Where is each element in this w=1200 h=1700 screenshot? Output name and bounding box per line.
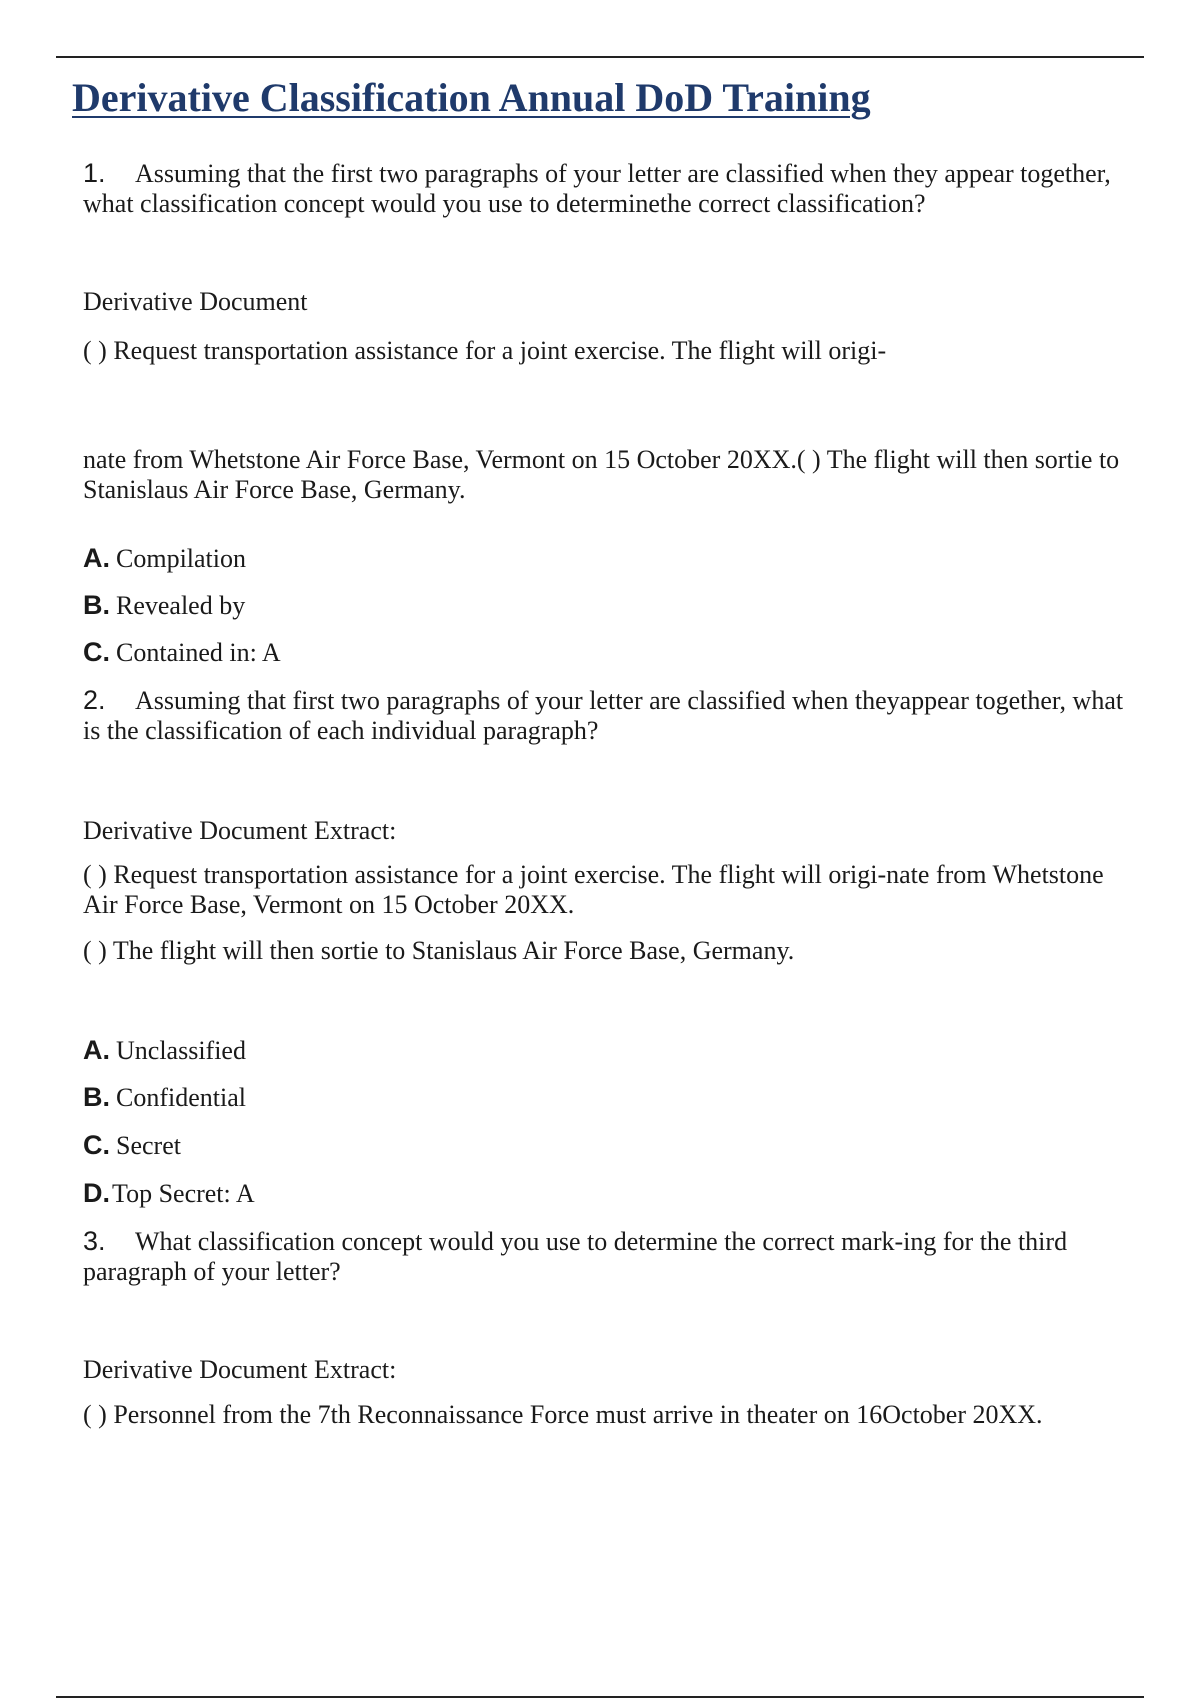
extract-heading: Derivative Document <box>83 287 308 316</box>
question-number: 1. <box>83 158 106 188</box>
answer-option: A. Compilation <box>83 543 246 573</box>
question-3-prompt: 3. What classification concept would you use to determine the correct mark-ing for the third paragraph of your letter? <box>83 1226 1068 1286</box>
answer-option: D.Top Secret: A <box>83 1178 255 1208</box>
extract-paragraph: ( ) Request transportation assistance for a joint exercise. The flight will origi- <box>83 336 887 365</box>
answer-option: C. Contained in: A <box>83 637 281 667</box>
extract-paragraph: nate from Whetstone Air Force Base, Vermont on 15 October 20XX.( ) The flight will then sortie to Stanislaus Air Force Base, Germany. <box>83 445 1120 504</box>
answer-option: A. Unclassified <box>83 1035 246 1065</box>
question-2-prompt: 2. Assuming that first two paragraphs of your letter are classified when theyappear together, what is the classification of each individual paragraph? <box>83 685 1124 745</box>
extract-paragraph: ( ) The flight will then sortie to Stanislaus Air Force Base, Germany. <box>83 936 795 965</box>
extract-paragraph: ( ) Request transportation assistance for a joint exercise. The flight will origi-nate from Whetstone Air Force Base, Vermont on 15 October 20XX. <box>83 860 1104 919</box>
top-rule <box>56 56 1144 58</box>
question-1-prompt: 1. Assuming that the first two paragraphs of your letter are classified when they appear together, what classification concept would you use to determinethe correct classification? <box>83 158 1111 218</box>
extract-heading: Derivative Document Extract: <box>83 816 397 845</box>
bottom-rule <box>56 1696 1144 1698</box>
answer-option: C. Secret <box>83 1130 181 1160</box>
question-number: 2. <box>83 685 106 715</box>
question-number: 3. <box>83 1226 106 1256</box>
document-title: Derivative Classification Annual DoD Training <box>72 75 871 120</box>
answer-option: B. Confidential <box>83 1082 246 1112</box>
answer-option: B. Revealed by <box>83 590 246 620</box>
extract-heading: Derivative Document Extract: <box>83 1355 397 1384</box>
extract-paragraph: ( ) Personnel from the 7th Reconnaissance Force must arrive in theater on 16October 20XX. <box>83 1400 1043 1429</box>
